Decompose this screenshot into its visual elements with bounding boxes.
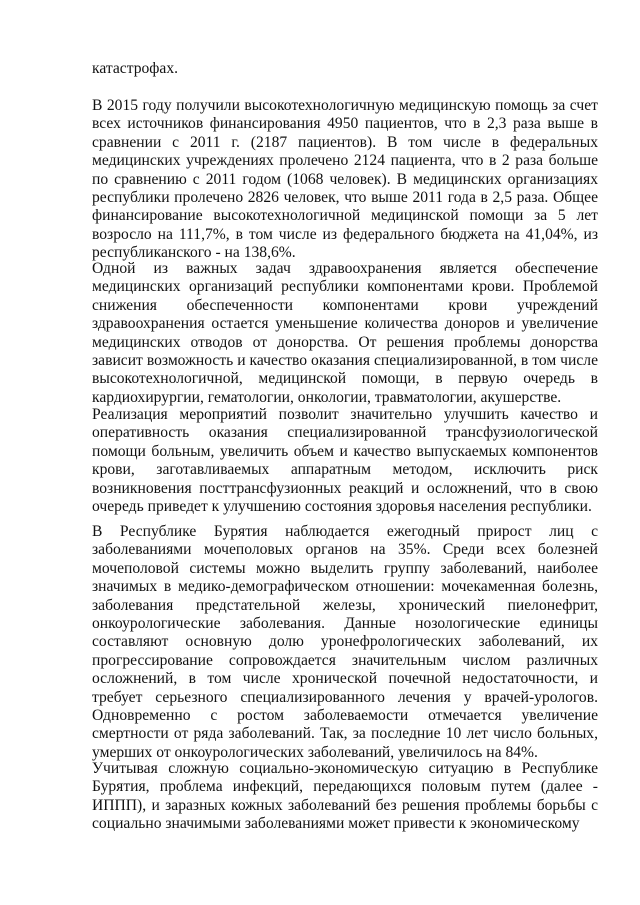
paragraph-continuation: катастрофах. [92, 60, 179, 77]
paragraph-blood-components: Одной из важных задач здравоохранения является обеспечение медицинских организаций республики компонентами крови. Проблемой снижения обеспеченности компонентами крови учреждений здравоохранения остается уменьшение количества доноров и увеличение медицинских отводов от донорства. От решения проблемы донорства зависит возможность и качество оказания специализированной, в том числе высокотехнологичной, медицинской помощи, в первую очередь в кардиохирургии, гематологии, онкологии, травматологии, акушерстве. [92, 260, 598, 406]
paragraph-stis: Учитывая сложную социально-экономическую ситуацию в Республике Бурятия, проблема инфекций, передающихся половым путем (далее - ИППП), и заразных кожных заболеваний без решения проблемы борьбы с социально значимыми заболеваниями может привести к экономическому [92, 760, 598, 833]
paragraph-transfusion-measures: Реализация мероприятий позволит значительно улучшить качество и оперативность оказания специализированной трансфузиологической помощи больным, увеличить объем и качество выпускаемых компонентов крови, заготавливаемых аппаратным методом, исключить риск возникновения посттрансфузионных реакций и осложнений, что в свою очередь приведет к улучшению состояния здоровья населения республики. [92, 406, 598, 516]
paragraph-high-tech-care: В 2015 году получили высокотехнологичную медицинскую помощь за счет всех источников финансирования 4950 пациентов, что в 2,3 раза выше в сравнении с 2011 г. (2187 пациентов). В том числе в федеральных медицинских учреждениях пролечено 2124 пациента, что в 2 раза больше по сравнению с 2011 годом (1068 человек). В медицинских организациях республики пролечено 2826 человек, что выше 2011 года в 2,5 раза. Общее финансирование высокотехнологичной медицинской помощи за 5 лет возросло на 111,7%, в том числе из федерального бюджета на 41,04%, из республиканского - на 138,6%. [92, 97, 598, 262]
paragraph-urology: В Республике Бурятия наблюдается ежегодный прирост лиц с заболеваниями мочеполовых органов на 35%. Среди всех болезней мочеполовой системы можно выделить группу заболеваний, наиболее значимых в медико-демографическом отношении: мочекаменная болезнь, заболевания предстательной железы, хронический пиелонефрит, онкоурологические заболевания. Данные нозологические единицы составляют основную долю уронефрологических заболеваний, их прогрессирование сопровождается значительным числом различных осложнений, в том числе хронической почечной недостаточности, и требует серьезного специализированного лечения у врачей-урологов. Одновременно с ростом заболеваемости отмечается увеличение смертности от ряда заболеваний. Так, за последние 10 лет число больных, умерших от онкоурологических заболеваний, увеличилось на 84%. [92, 523, 598, 761]
